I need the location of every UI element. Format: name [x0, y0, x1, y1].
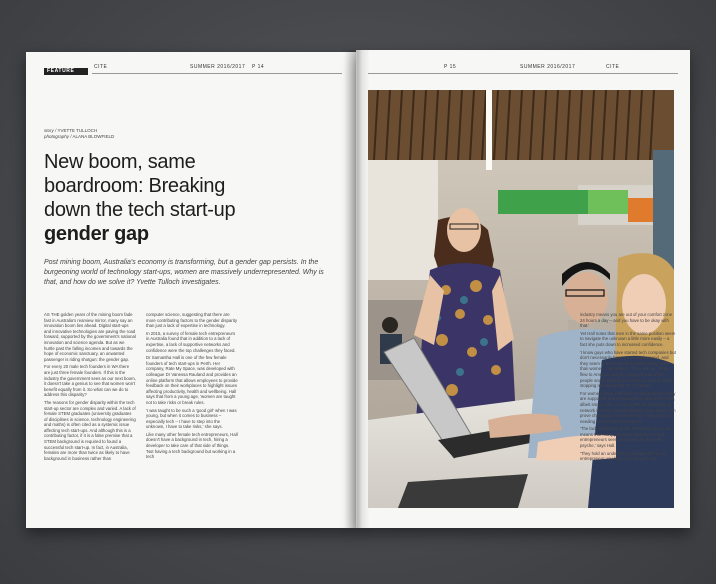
header-rule-right [368, 73, 678, 74]
headline-line-1: New boom, same [44, 151, 196, 173]
body-column-3 [580, 312, 676, 464]
paragraph: 'I was taught to be such a 'good girl' when I was young, but when it comes to business – especially tech – I have to step into the unknown, I have to take risks,' she says. [146, 407, 237, 430]
story-author: YVETTE TULLOCH [57, 128, 98, 133]
paragraph: 'They hold an underlying message that 'as an entrepreneur you have to work 24/7, you [580, 450, 667, 462]
paragraph: For women, then, Hall feels it's important that they are supported and encouraged to take more risks, albeit smart risks. Yet she notes that the start-up network in Perth is predominantly male, which can prove challenging for female tech entrepreneurs needing mentorship and support. [580, 390, 676, 424]
body-column-1 [44, 312, 136, 463]
article-credits [44, 128, 114, 140]
paragraph: 'I know guys who have started tech companies but don't necessarily have a tech background, and they seem to be more comfortable taking risks than women,' she reflects. 'They tell me, Yeah, I flew to America and just engaged with a few people and it worked' and I think to myself, what's stopping me taking that sort of jump?' [580, 349, 676, 389]
page-number-left: P 14 [252, 64, 265, 70]
headline-line-2: boardroom: Breaking [44, 175, 226, 197]
header-rule-left [92, 73, 342, 74]
story-label: story / [44, 128, 57, 133]
paragraph: 'The lack of diversity in the Perth start-up sector means that many programs designed to help entrepreneurs seem to be built for the male psyche,' says Hall. [580, 426, 671, 449]
paragraph: For every 20 male tech founders in WA there are just three female founders. If this is the industry the government sees as our next boom, it doesn't take a genius to see that women won't benefit equally from it. So what can we do to address this disparity? [44, 364, 136, 398]
headline-line-3: down the tech start-up [44, 199, 236, 221]
paragraph: industry means you are out of your comfort zone 24 hours a day – and you have to be okay with that.' [580, 312, 673, 329]
page-number-right: P 15 [444, 64, 457, 70]
body-column-2 [146, 312, 238, 462]
article-headline [44, 150, 344, 246]
issue-right: SUMMER 2016/2017 [520, 64, 576, 70]
headline-bold-line: gender gap [44, 223, 149, 245]
paragraph: Like many other female tech entrepreneurs, Hall doesn't have a background in tech, hiring a developer to take care of that side of things. 'Not having a tech background but working in a tech [146, 431, 238, 460]
paragraph: Yet Hall notes that men in the same position seem to navigate the unknown a little more easily – a fact she puts down to increased confidence. [580, 330, 676, 347]
article-standfirst: Post mining boom, Australia's economy is transforming, but a gender gap persists. In the burgeoning world of technology start-ups, women are massively underrepresented. Why is that, and how do we solve it? Yvette Tulloch investigates. [44, 259, 324, 286]
paragraph: The reasons for gender disparity within the tech start-up sector are complex and varied. A lack of female STEM graduates (university graduates of disciplines in science, technology engineering and maths) is often cited as a systemic issue affecting tech start-ups. And although this is a contributing factor, if it is a false premise that a STEM background is required to found a successful tech start-up. In fact, in Australia, females are more than twice as likely to have background in business rather than [44, 399, 136, 461]
magazine-name-right: CITE [606, 64, 620, 70]
photo-label: photography / [44, 134, 72, 139]
magazine-name-left: CITE [94, 64, 108, 70]
magazine-spine [344, 50, 370, 528]
paragraph: computer science, suggesting that there are more contributing factors to the gender disparity than just a lack of expertise in technology. [146, 312, 237, 329]
paragraph: In 2015, a survey of female tech entrepreneurs in Australia found that in addition to a lack of expertise, a lack of supportive networks and confidence were the top challenges they faced. [146, 330, 236, 353]
paragraph: Dr Samantha Hall is one of the few female founders of tech start-ups in Perth. Her company, Rate My Space, was developed with colleague Dr Vanessa Rauland and provides an online platform that allows employees to provide feedback on their workplaces to highlight issues affecting productivity, health and wellbeing. Hall says that from a young age, 'women are taught not to take risks or break rules. [146, 355, 238, 405]
photo-author: ALANA BLOWFIELD [72, 134, 115, 139]
paragraph: AS THE golden years of the mining boom fade fast in Australia's rearview mirror, many say an innovation boom lies ahead. Digital start-ups and innovative technologies are paving the road forward, supported by the government's national innovation and science agenda. But as we hurtle past the falling incomes and towards the hope of economic sanctuary, an unwanted passenger is riding shotgun: the gender gap. [44, 312, 136, 362]
feature-tag: FEATURE [44, 68, 88, 75]
issue-left: SUMMER 2016/2017 [190, 64, 246, 70]
